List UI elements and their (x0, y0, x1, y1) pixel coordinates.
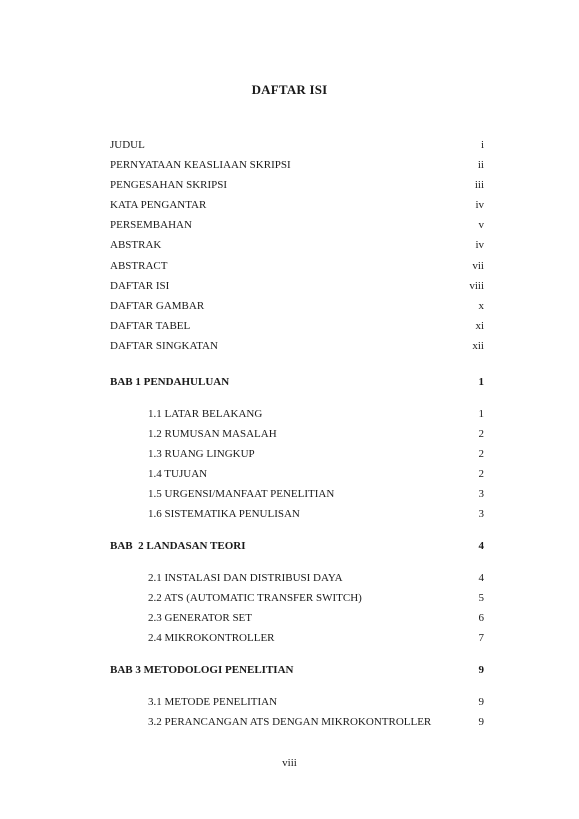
toc-entry (110, 338, 484, 354)
toc-entry-label: PENGESAHAN SKRIPSI (110, 179, 228, 191)
toc-section-page: 9 (478, 696, 484, 708)
toc-chapter-label: BAB 1 PENDAHULUAN (110, 376, 230, 388)
toc-entry-page: xi (475, 320, 484, 332)
toc-section-page: 5 (478, 592, 484, 604)
toc-section-page: 4 (478, 572, 484, 584)
toc-section-entry (110, 506, 484, 522)
toc-entry-page: xii (472, 340, 484, 352)
toc-entry (110, 217, 484, 233)
toc-entry-page: viii (469, 280, 484, 292)
toc-entry-page: i (480, 139, 484, 151)
toc-section-label: 1.6 SISTEMATIKA PENULISAN (148, 508, 300, 520)
toc-section-page: 3 (478, 508, 484, 520)
toc-section-label: 1.1 LATAR BELAKANG (148, 408, 263, 420)
toc-section-label: 1.5 URGENSI/MANFAAT PENELITIAN (148, 488, 335, 500)
toc-section-entry (110, 630, 484, 646)
toc-chapter-label: BAB 3 METODOLOGI PENELITIAN (110, 664, 294, 676)
toc-section-page: 9 (478, 716, 484, 728)
toc-entry (110, 197, 484, 213)
toc-section-entry (110, 570, 484, 586)
toc-section-label: 1.2 RUMUSAN MASALAH (148, 428, 277, 440)
toc-section-entry (110, 406, 484, 422)
toc-entry (110, 258, 484, 274)
toc-entry (110, 157, 484, 173)
toc-section-label: 2.4 MIKROKONTROLLER (148, 632, 275, 644)
toc-section-label: 3.2 PERANCANGAN ATS DENGAN MIKROKONTROLLER (148, 716, 432, 728)
toc-entry (110, 237, 484, 253)
toc-section-page: 1 (478, 408, 484, 420)
toc-entry-page: x (478, 300, 484, 312)
toc-entry-page: ii (477, 159, 484, 171)
page-title: DAFTAR ISI (251, 82, 328, 97)
toc-section-label: 2.3 GENERATOR SET (148, 612, 252, 624)
toc-section-page: 7 (478, 632, 484, 644)
toc-section-page: 3 (478, 488, 484, 500)
toc-entry-label: DAFTAR GAMBAR (110, 300, 205, 312)
toc-entry-label: DAFTAR SINGKATAN (110, 340, 218, 352)
toc-entry-label: KATA PENGANTAR (110, 199, 207, 211)
toc-section-label: 2.2 ATS (AUTOMATIC TRANSFER SWITCH) (148, 592, 362, 604)
toc-entry-label: JUDUL (110, 139, 145, 151)
toc-section-label: 2.1 INSTALASI DAN DISTRIBUSI DAYA (148, 572, 343, 584)
toc-entry-page: iv (475, 239, 484, 251)
toc-entry (110, 137, 484, 153)
toc-chapter-page: 9 (478, 664, 484, 676)
toc-section-label: 1.4 TUJUAN (148, 468, 208, 480)
toc-section-entry (110, 610, 484, 626)
toc-entry-page: iv (475, 199, 484, 211)
toc-section-page: 6 (478, 612, 484, 624)
toc-chapter-heading (110, 538, 484, 554)
toc-chapter-page: 4 (478, 540, 484, 552)
toc-section-page: 2 (478, 468, 484, 480)
toc-entry-page: iii (474, 179, 484, 191)
toc-section-entry (110, 446, 484, 462)
toc-entry (110, 298, 484, 314)
toc-chapter-heading (110, 662, 484, 678)
toc-section-page: 2 (478, 448, 484, 460)
toc-section-label: 1.3 RUANG LINGKUP (148, 448, 255, 460)
toc-entry-label: ABSTRACT (110, 260, 168, 272)
toc-entry-page: v (478, 219, 484, 231)
toc-entry (110, 177, 484, 193)
toc-entry-label: PERNYATAAN KEASLIAAN SKRIPSI (110, 159, 291, 171)
toc-entry (110, 318, 484, 334)
toc-entry-label: DAFTAR ISI (110, 280, 170, 292)
toc-section-entry (110, 426, 484, 442)
toc-entry-label: DAFTAR TABEL (110, 320, 191, 332)
toc-section-entry (110, 694, 484, 710)
toc-entry-label: ABSTRAK (110, 239, 162, 251)
toc-chapter-heading (110, 374, 484, 390)
toc-section-page: 2 (478, 428, 484, 440)
toc-entry-page: vii (472, 260, 484, 272)
toc-entry-label: PERSEMBAHAN (110, 219, 192, 231)
toc-section-entry (110, 486, 484, 502)
toc-section-entry (110, 590, 484, 606)
toc-section-label: 3.1 METODE PENELITIAN (148, 696, 278, 708)
toc-section-entry (110, 466, 484, 482)
page-number-footer: viii (282, 757, 297, 769)
toc-chapter-page: 1 (478, 376, 484, 388)
toc-section-entry (110, 714, 484, 730)
toc-chapter-label: BAB 2 LANDASAN TEORI (110, 540, 246, 552)
toc-entry (110, 278, 484, 294)
